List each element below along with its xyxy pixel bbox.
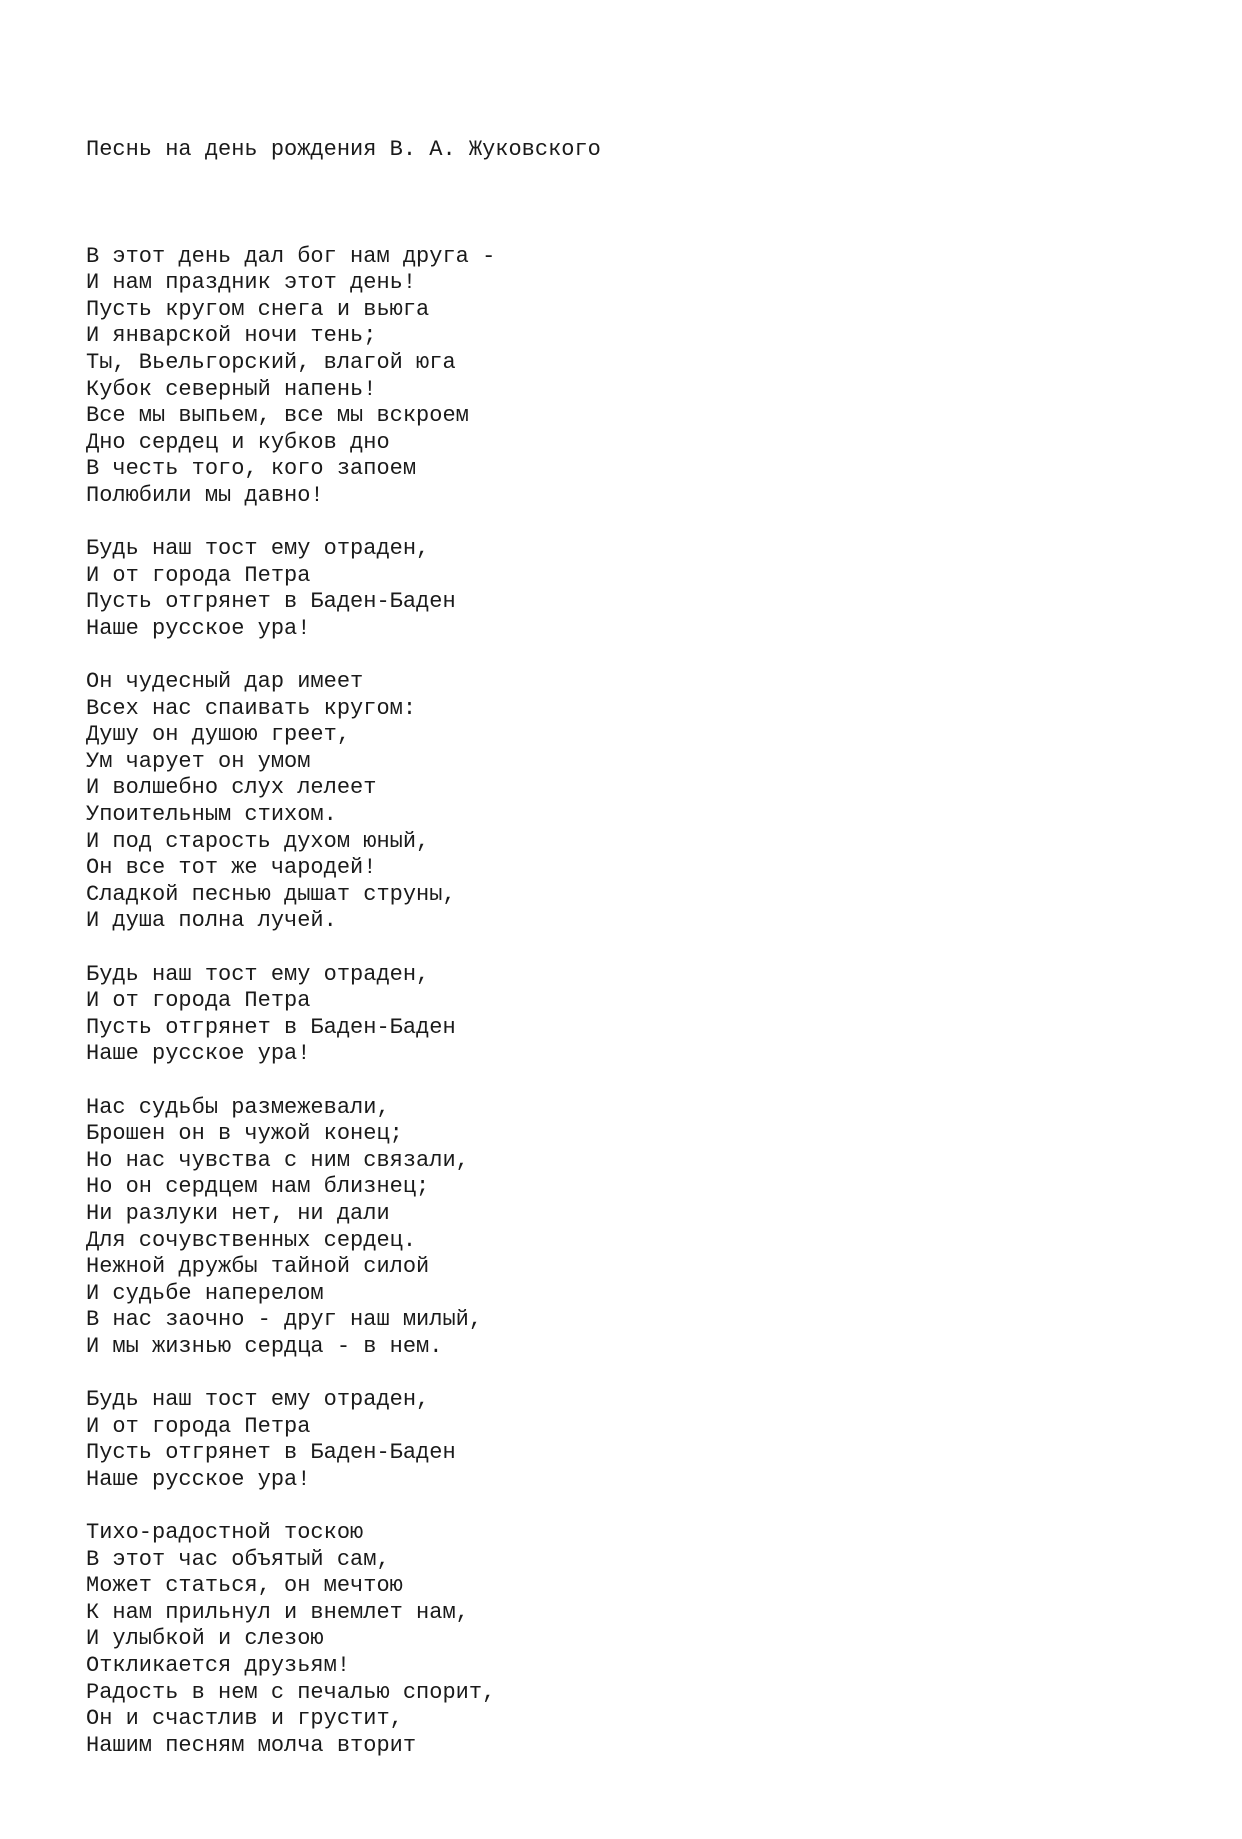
poem-line: Может статься, он мечтою (86, 1573, 403, 1599)
poem-line: Радость в нем с печалью спорит, (86, 1679, 496, 1705)
stanza (86, 1387, 1186, 1493)
poem-line: Он все тот же чародей! (86, 855, 377, 881)
stanza-list (86, 244, 1186, 1760)
poem-line: Всех нас спаивать кругом: (86, 695, 417, 721)
poem-line: Пусть отгрянет в Баден-Баден (86, 1014, 456, 1040)
poem-line: В этот час объятый сам, (86, 1546, 390, 1572)
poem-line: Кубок северный напень! (86, 376, 377, 402)
poem-line: Пусть отгрянет в Баден-Баден (86, 1440, 456, 1466)
poem-line: И улыбкой и слезою (86, 1626, 324, 1652)
poem-line: И волшебно слух лелеет (86, 775, 377, 801)
poem-line: И судьбе наперелом (86, 1280, 324, 1306)
poem-line: Полюбили мы давно! (86, 482, 324, 508)
poem-line: Ум чарует он умом (86, 748, 311, 774)
poem-line: И мы жизнью сердца - в нем. (86, 1333, 443, 1359)
poem-line: Нас судьбы размежевали, (86, 1094, 390, 1120)
poem-line: Ты, Вьельгорский, влагой юга (86, 349, 456, 375)
poem-line: Будь наш тост ему отраден, (86, 961, 430, 987)
poem-line: Для сочувственных сердец. (86, 1227, 417, 1253)
poem-line: Нежной дружбы тайной силой (86, 1254, 430, 1280)
poem-line: Но нас чувства с ним связали, (86, 1147, 469, 1173)
poem-line: В этот день дал бог нам друга - (86, 243, 496, 269)
poem-line: Тихо-радостной тоскою (86, 1520, 364, 1546)
poem-line: И под старость духом юный, (86, 828, 430, 854)
poem-line: И нам праздник этот день! (86, 270, 417, 296)
poem-line: Дно сердец и кубков дно (86, 429, 390, 455)
poem-line: Наше русское ура! (86, 1466, 311, 1492)
poem-line: В честь того, кого запоем (86, 456, 417, 482)
poem-line: Все мы выпьем, все мы вскроем (86, 403, 469, 429)
poem-line: И душа полна лучей. (86, 908, 337, 934)
poem-line: И от города Петра (86, 988, 311, 1014)
poem-line: Упоительным стихом. (86, 802, 337, 828)
stanza (86, 1520, 1186, 1759)
stanza (86, 536, 1186, 642)
poem-line: Наше русское ура! (86, 615, 311, 641)
poem-line: Но он сердцем нам близнец; (86, 1174, 430, 1200)
poem-line: Будь наш тост ему отраден, (86, 536, 430, 562)
stanza (86, 669, 1186, 935)
poem-line: Брошен он в чужой конец; (86, 1121, 403, 1147)
poem-line: Сладкой песнью дышат струны, (86, 881, 456, 907)
poem-line: И январской ночи тень; (86, 323, 377, 349)
poem-line: Нашим песням молча вторит (86, 1732, 417, 1758)
poem-line: В нас заочно - друг наш милый, (86, 1307, 483, 1333)
poem-line: К нам прильнул и внемлет нам, (86, 1599, 469, 1625)
poem-line: Будь наш тост ему отраден, (86, 1387, 430, 1413)
poem-line: Наше русское ура! (86, 1041, 311, 1067)
poem-line: Пусть кругом снега и вьюга (86, 296, 430, 322)
poem-line: Откликается друзьям! (86, 1653, 351, 1679)
poem-line: Ни разлуки нет, ни дали (86, 1200, 390, 1226)
poem-line: И от города Петра (86, 562, 311, 588)
stanza (86, 962, 1186, 1068)
poem-line: Душу он душою греет, (86, 722, 351, 748)
poem-line: Пусть отгрянет в Баден-Баден (86, 589, 456, 615)
poem-body (86, 84, 1186, 1839)
poem-line: Он чудесный дар имеет (86, 669, 364, 695)
stanza (86, 244, 1186, 510)
stanza (86, 1095, 1186, 1361)
poem-title: Песнь на день рождения В. А. Жуковского (86, 137, 601, 163)
poem-line: Он и счастлив и грустит, (86, 1706, 403, 1732)
poem-line: И от города Петра (86, 1413, 311, 1439)
